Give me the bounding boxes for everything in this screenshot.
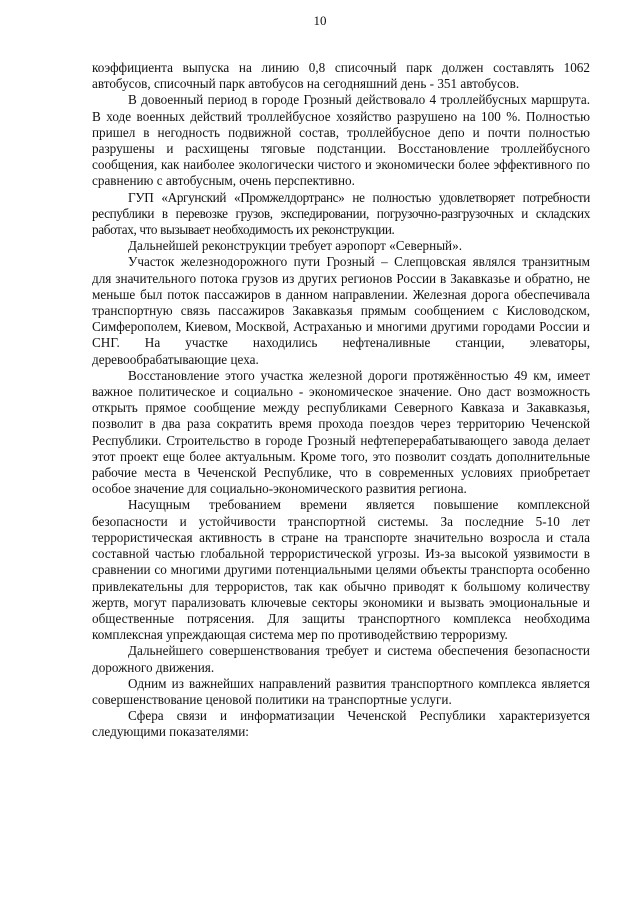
paragraph-road-safety: Дальнейшего совершенствования требует и система обеспечения безопасности дорожного движения. xyxy=(92,643,590,675)
document-body xyxy=(92,60,590,741)
paragraph-railway-restoration: Восстановление этого участка железной дороги протяжённостью 49 км, имеет важное политическое и социально - экономическое значение. Оно даст возможность открыть прямое сообщение между республиками Северного Кавказа и Закавказья, позволит в два раза сократить время прохода поездов через территорию Чеченской Республики. Строительство в городе Грозный нефтеперерабатывающего завода делает этот проект еще более актуальным. Кроме того, это позволит создать дополнительные рабочие места в Чеченской Республике, что в современных условиях приобретает особое значение для социально-экономического развития региона. xyxy=(92,367,590,497)
paragraph-airport: Дальнейшей реконструкции требует аэропорт «Северный». xyxy=(128,238,463,254)
paragraph-promzheldortrans: ГУП «Аргунский «Промжелдортранс» не полностью удовлетворяет потребности республики в перевозке грузов, экспедировании, погрузочно-разгрузочных и складских работах, что вызывает необходимость их реконструкции. xyxy=(92,189,590,238)
paragraph-pricing-policy: Одним из важнейших направлений развития транспортного комплекса является совершенствование ценовой политики на транспортные услуги. xyxy=(92,675,590,707)
paragraph-bus-fleet: коэффициента выпуска на линию 0,8 списочный парк должен составлять 1062 автобусов, списочный парк автобусов на сегодняшний день - 351 автобусов. xyxy=(92,60,590,92)
paragraph-communications: Сфера связи и информатизации Чеченской Республики характеризуется следующими показателями: xyxy=(92,708,590,740)
paragraph-trolleybus: В довоенный период в городе Грозный действовало 4 троллейбусных маршрута. В ходе военных действий троллейбусное хозяйство разрушено на 100 %. Полностью пришел в негодность подвижной состав, троллейбусное депо и почти полностью разрушены и расхищены тяговые подстанции. Восстановление троллейбусного сообщения, как наиболее экологически чистого и экономически более эффективного по сравнению с автобусным, очень перспективно. xyxy=(92,92,590,189)
paragraph-railway-section: Участок железнодорожного пути Грозный – Слепцовская являлся транзитным для значительного потока грузов из других регионов России в Закавказье и обратно, не меньше был поток пассажиров в данном направлении. Железная дорога обеспечивала транспортную связь пассажиров Закавказья прямым сообщением с Кисловодском, Симферополем, Киевом, Москвой, Астраханью и многими другими городами России и СНГ. На участке находились нефтеналивные станции, элеваторы, деревообрабатывающие цеха. xyxy=(92,254,590,367)
paragraph-transport-security: Насущным требованием времени является повышение комплексной безопасности и устойчивости транспортной системы. За последние 5-10 лет террористическая активность в стране на транспорте значительно возросла и стала составной частью глобальной террористической угрозы. Из-за высокой уязвимости в сравнении со многими другими потенциальными целями объекты транспорта особенно привлекательны для террористов, так как обычно приводят к большому количеству жертв, могут парализовать ключевые секторы экономики и вызвать эмоциональные и общественные потрясения. Для защиты транспортного комплекса необходима комплексная упреждающая система мер по противодействию терроризму. xyxy=(92,497,590,643)
page-number: 10 xyxy=(313,13,327,28)
